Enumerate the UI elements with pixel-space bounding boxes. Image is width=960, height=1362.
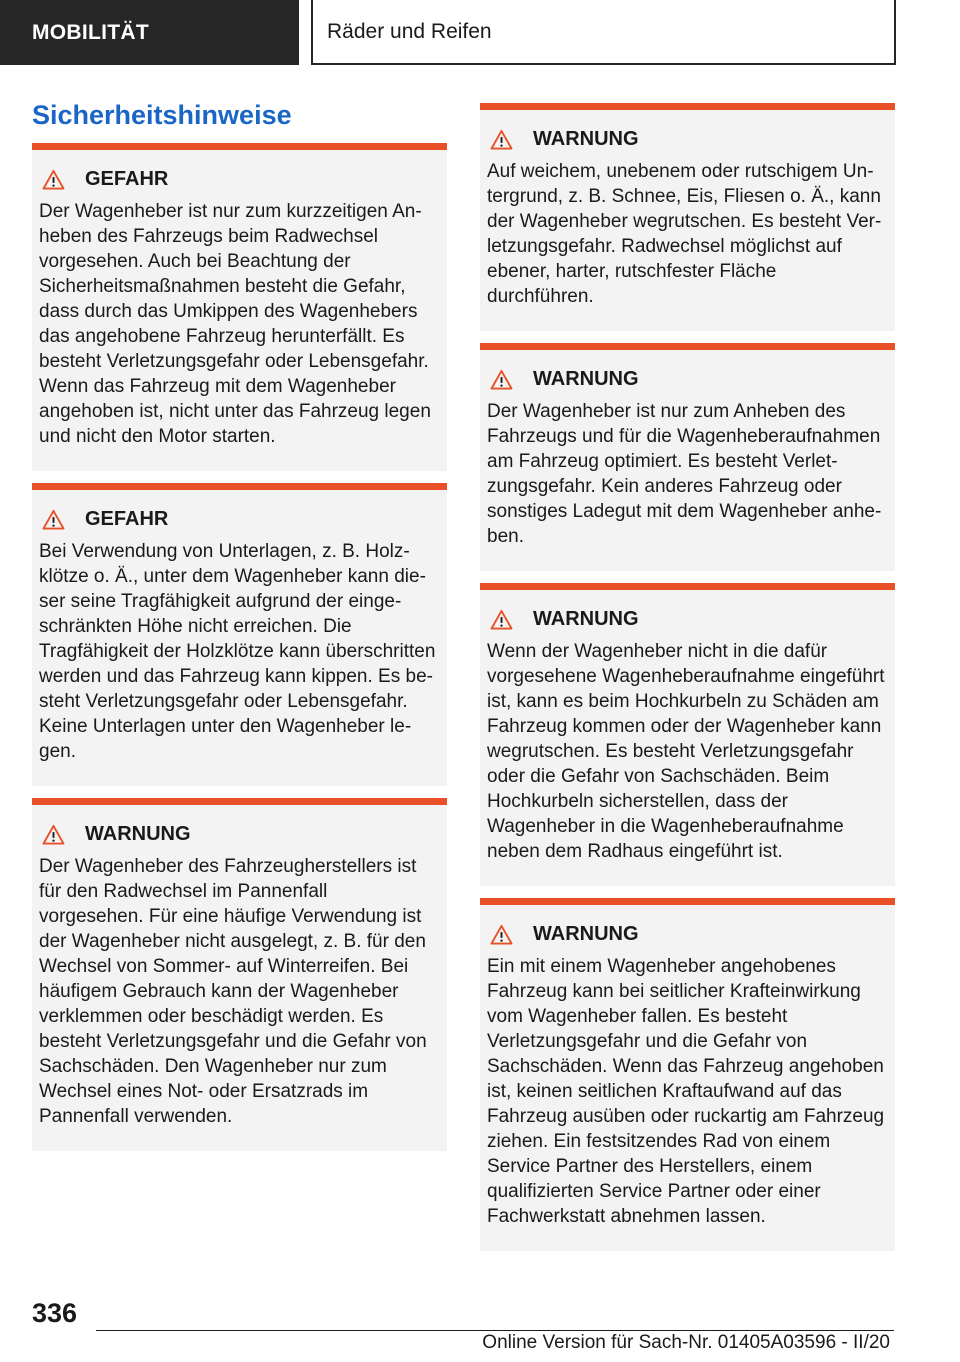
warning-level: GEFAHR: [85, 508, 169, 530]
warning-triangle-icon: [490, 129, 513, 150]
warning-triangle-icon: [490, 924, 513, 945]
warning-header: [490, 608, 885, 631]
warning-text: Der Wagenheber ist nur zum Anheben des Fahrzeugs und für die Wagenheberaufnahmen am Fahrzeug optimiert. Es besteht Verletzungsgefahr. Kein anderes Fahrzeug oder sonstiges Ladegut mit dem Wagenheber anheben.: [487, 401, 882, 547]
warning-header: [42, 168, 437, 191]
header-section-label: MOBILITÄT: [32, 20, 150, 44]
right-column: [480, 103, 895, 1263]
warning-level: WARNUNG: [533, 128, 639, 150]
warning-text: Wenn der Wagenheber nicht in die dafür vorgesehene Wagenheberaufnahme eingeführt ist, kann es beim Hochkurbeln zu Schäden am Fahrzeug kommen oder der Wagenheber kann wegrutschen. Es besteht Verletzungsgefahr oder die Gefahr von Sachschäden. Beim Hochkurbeln sicherstellen, dass der Wagenheber in die Wagenheberaufnahme neben dem Radhaus eingeführt ist.: [487, 641, 885, 862]
footer-divider: [96, 1330, 894, 1331]
warning-level: WARNUNG: [85, 823, 191, 845]
warning-text: Der Wagenheber ist nur zum kurzzeitigen Anheben des Fahrzeugs beim Radwechsel vorgesehen. Auch bei Beachtung der Sicherheitsmaßnahmen besteht die Gefahr, dass durch das Umkippen des Wagenhebers das angehobene Fahrzeug herunterfällt. Es besteht Verletzungsgefahr oder Lebensgefahr. Wenn das Fahrzeug mit dem Wagenheber angehoben ist, nicht unter das Fahrzeug legen und nicht den Motor starten.: [39, 201, 431, 447]
warning-triangle-icon: [42, 824, 65, 845]
warning-box: [480, 898, 895, 1251]
warning-box: [480, 103, 895, 331]
warning-triangle-icon: [42, 169, 65, 190]
warning-triangle-icon: [490, 609, 513, 630]
warning-header: [42, 508, 437, 531]
warning-box: [32, 143, 447, 471]
warning-header: [42, 823, 437, 846]
warning-text: Bei Verwendung von Unterlagen, z. B. Holzklötze o. Ä., unter dem Wagenheber kann dieser seine Tragfähigkeit aufgrund der eingeschränkten Höhe nicht erreichen. Die Tragfähigkeit der Holzklötze kann überschritten werden und das Fahrzeug kann kippen. Es besteht Verletzungsgefahr oder Lebensgefahr. Keine Unterlagen unter den Wagenheber legen.: [39, 541, 436, 762]
warning-level: GEFAHR: [85, 168, 169, 190]
warning-header: [490, 923, 885, 946]
header-chapter-label: Räder und Reifen: [327, 19, 492, 43]
warning-text: Der Wagenheber des Fahrzeugherstellers ist für den Radwechsel im Pannenfall vorgesehen. Für eine häufige Verwendung ist der Wagenheber nicht ausgelegt, z. B. für den Wechsel von Sommer- auf Winterreifen. Bei häufigem Gebrauch kann der Wagenheber verklemmen oder beschädigt werden. Es besteht Verletzungsgefahr und die Gefahr von Sachschäden. Den Wagenheber nur zum Wechsel eines Not- oder Ersatzrads im Pannenfall verwenden.: [39, 856, 427, 1127]
warning-triangle-icon: [42, 509, 65, 530]
warning-level: WARNUNG: [533, 608, 639, 630]
page-number: 336: [32, 1298, 78, 1328]
header-chapter-tab: [311, 0, 896, 65]
warning-header: [490, 368, 885, 391]
warning-box: [480, 583, 895, 886]
warning-level: WARNUNG: [533, 368, 639, 390]
warning-box: [32, 483, 447, 786]
warning-header: [490, 128, 885, 151]
warning-level: WARNUNG: [533, 923, 639, 945]
page-title: Sicherheitshinweise: [32, 100, 292, 130]
footer-version-text: Online Version für Sach-Nr. 01405A03596 - II/20: [482, 1332, 890, 1353]
warning-text: Auf weichem, unebenem oder rutschigem Untergrund, z. B. Schnee, Eis, Fliesen o. Ä., kann der Wagenheber wegrutschen. Es besteht Verletzungsgefahr. Radwechsel möglichst auf ebener, harter, rutschfester Fläche durchführen.: [487, 161, 882, 307]
warning-triangle-icon: [490, 369, 513, 390]
header-section-tab: [0, 0, 299, 65]
warning-text: Ein mit einem Wagenheber angehobenes Fahrzeug kann bei seitlicher Krafteinwirkung vom Wagenheber fallen. Es besteht Verletzungsgefahr und die Gefahr von Sachschäden. Wenn das Fahrzeug angehoben ist, keinen seitlichen Kraftaufwand auf das Fahrzeug ausüben oder ruckartig am Fahrzeug ziehen. Ein festsitzendes Rad von einem Service Partner des Herstellers, einem qualifizierten Service Partner oder einer Fachwerkstatt abnehmen lassen.: [487, 956, 885, 1227]
warning-box: [480, 343, 895, 571]
left-column: [32, 143, 447, 1163]
warning-box: [32, 798, 447, 1151]
